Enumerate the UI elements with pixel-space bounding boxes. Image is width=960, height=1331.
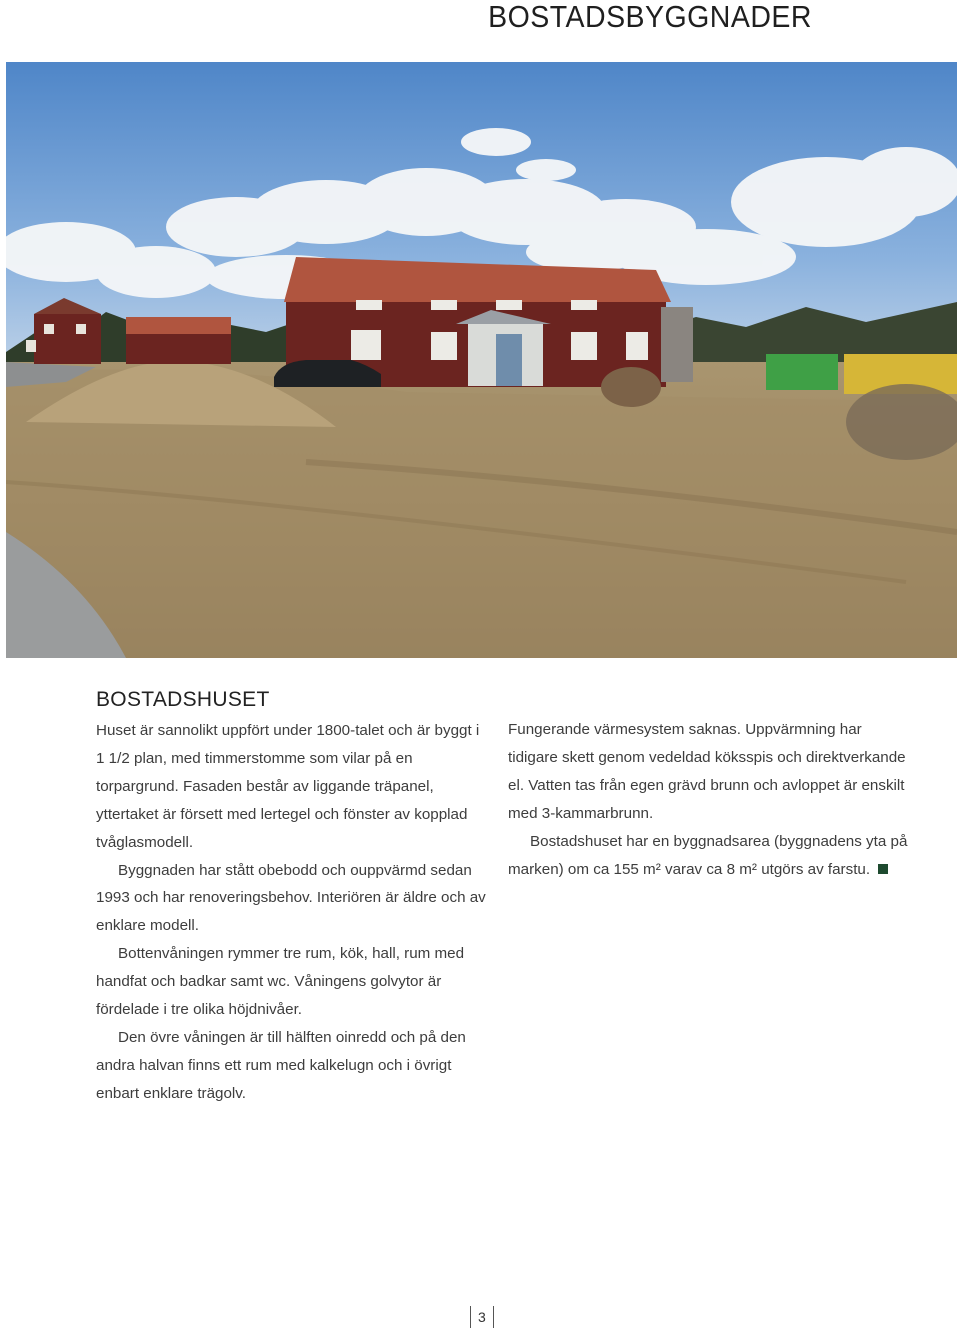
paragraph: Bottenvåningen rymmer tre rum, kök, hall, rum med handfat och badkar samt wc. Våningens golvytor är fördelade i tre olika höjdnivåer.	[96, 945, 465, 1019]
paragraph: Byggnaden har stått obebodd och ouppvärmd sedan 1993 och har renoveringsbehov. Interiören är äldre och av enklare modell.	[96, 861, 486, 935]
paragraph-last	[508, 828, 908, 884]
paragraph: Den övre våningen är till hälften oinredd och på den andra halvan finns ett rum med kalkelugn och i övrigt enbart enklare trägolv.	[96, 1028, 466, 1102]
page-number: 3	[470, 1306, 494, 1328]
end-square-icon	[878, 864, 888, 874]
paragraph: Huset är sannolikt uppfört under 1800-talet och är byggt i 1 1/2 plan, med timmerstomme som vilar på en torpargrund. Fasaden består av liggande träpanel, yttertaket är försett med lertegel och fönster av kopplad tvåglasmodell.	[96, 722, 480, 851]
farmhouse-photo	[6, 62, 957, 658]
section-title: BOSTADSHUSET	[96, 688, 270, 711]
page-title: BOSTADSBYGGNADER	[488, 0, 812, 34]
left-text-column	[96, 717, 491, 1108]
paragraph: Fungerande värmesystem saknas. Uppvärmning har tidigare skett genom vedeldad köksspis och direktverkande el. Vatten tas från egen grävd brunn och avloppet är enskilt med 3-kammarbrunn.	[508, 721, 906, 822]
paragraph-text: Bostadshuset har en byggnadsarea (byggnadens yta på marken) om ca 155 m² varav ca 8 m² utgörs av farstu.	[508, 832, 908, 878]
right-text-column	[508, 716, 908, 883]
